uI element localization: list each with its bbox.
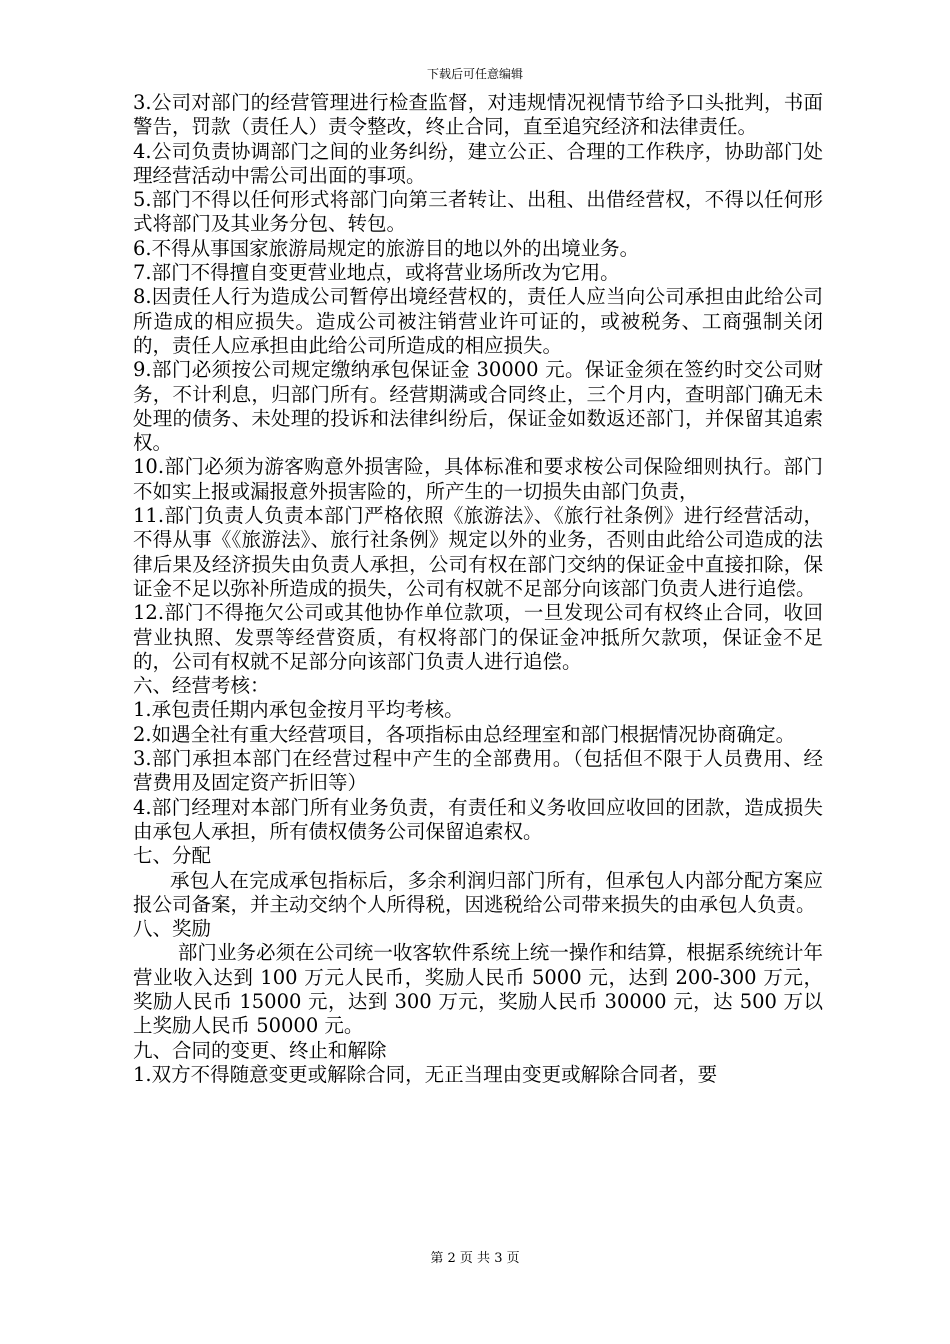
clause-9: 9.部门必须按公司规定缴纳承包保证金 30000 元。保证金须在签约时交公司财务，不计利息，归部门所有。经营期满或合同终止，三个月内，查明部门确无未处理的债务、未处理的投诉和法律纠纷后，保证金如数返还部门，并保留其追索权。 [133, 358, 823, 455]
clause-3: 3.公司对部门的经营管理进行检查监督，对违规情况视情节给予口头批判，书面警告，罚款（责任人）责令整改，终止合同，直至追究经济和法律责任。 [133, 91, 823, 139]
section-heading-assessment: 六、经营考核： [133, 674, 270, 698]
assessment-item-4: 4.部门经理对本部门所有业务负责，有责任和义务收回应收回的团款，造成损失由承包人承担，所有债权债务公司保留追索权。 [133, 795, 823, 843]
section-heading-distribution: 七、分配 [133, 844, 212, 868]
section-heading-contract-changes: 九、合同的变更、终止和解除 [133, 1038, 387, 1062]
clause-5: 5.部门不得以任何形式将部门向第三者转让、出租、出借经营权，不得以任何形式将部门及其业务分包、转包。 [133, 188, 823, 236]
contract-change-item-1: 1.双方不得随意变更或解除合同，无正当理由变更或解除合同者，要 [133, 1062, 718, 1086]
clause-12: 12.部门不得拖欠公司或其他协作单位款项，一旦发现公司有权终止合同，收回营业执照、发票等经营资质，有权将部门的保证金冲抵所欠款项，保证金不足的，公司有权就不足部分向该部门负责人进行追偿。 [133, 601, 823, 673]
assessment-item-1: 1.承包责任期内承包金按月平均考核。 [133, 698, 464, 722]
clause-4: 4.公司负责协调部门之间的业务纠纷，建立公正、合理的工作秩序，协助部门处理经营活动中需公司出面的事项。 [133, 139, 823, 187]
section-heading-rewards: 八、奖励 [133, 917, 212, 941]
distribution-paragraph: 承包人在完成承包指标后，多余利润归部门所有，但承包人内部分配方案应报公司备案，并主动交纳个人所得税，因逃税给公司带来损失的由承包人负责。 [133, 868, 823, 916]
clause-7: 7.部门不得擅自变更营业地点，或将营业场所改为它用。 [133, 261, 620, 285]
rewards-paragraph: 部门业务必须在公司统一收客软件系统上统一操作和结算，根据系统统计年营业收入达到 100 万元人民币，奖励人民币 5000 元，达到 200-300 万元，奖励人民币 15000 元，达到 300 万元，奖励人民币 30000 元，达 500 万以上奖励人民币 50000 元。 [133, 941, 823, 1038]
page-header: 下载后可任意编辑 [426, 67, 523, 81]
clause-8: 8.因责任人行为造成公司暂停出境经营权的，责任人应当向公司承担由此给公司所造成的相应损失。造成公司被注销营业许可证的，或被税务、工商强制关闭的，责任人应承担由此给公司所造成的相应损失。 [133, 285, 823, 357]
page-footer: 第 2 页 共 3 页 [430, 1251, 520, 1266]
clause-6: 6.不得从事国家旅游局规定的旅游目的地以外的出境业务。 [133, 236, 640, 260]
clause-10: 10.部门必须为游客购意外损害险，具体标准和要求桉公司保险细则执行。部门不如实上报或漏报意外损害险的，所产生的一切损失由部门负责， [133, 455, 823, 503]
clause-11: 11.部门负责人负责本部门严格依照《旅游法》、《旅行社条例》进行经营活动，不得从事《《旅游法》、旅行社条例》规定以外的业务，否则由此给公司造成的法律后果及经济损失由负责人承担，公司有权在部门交纳的保证金中直接扣除，保证金不足以弥补所造成的损失，公司有权就不足部分向该部门负责人进行追偿。 [133, 504, 823, 600]
assessment-item-2: 2.如遇全社有重大经营项目，各项指标由总经理室和部门根据情况协商确定。 [133, 722, 796, 746]
document-body [133, 91, 823, 1087]
assessment-item-3: 3.部门承担本部门在经营过程中产生的全部费用。（包括但不限于人员费用、经营费用及固定资产折旧等） [133, 747, 823, 795]
